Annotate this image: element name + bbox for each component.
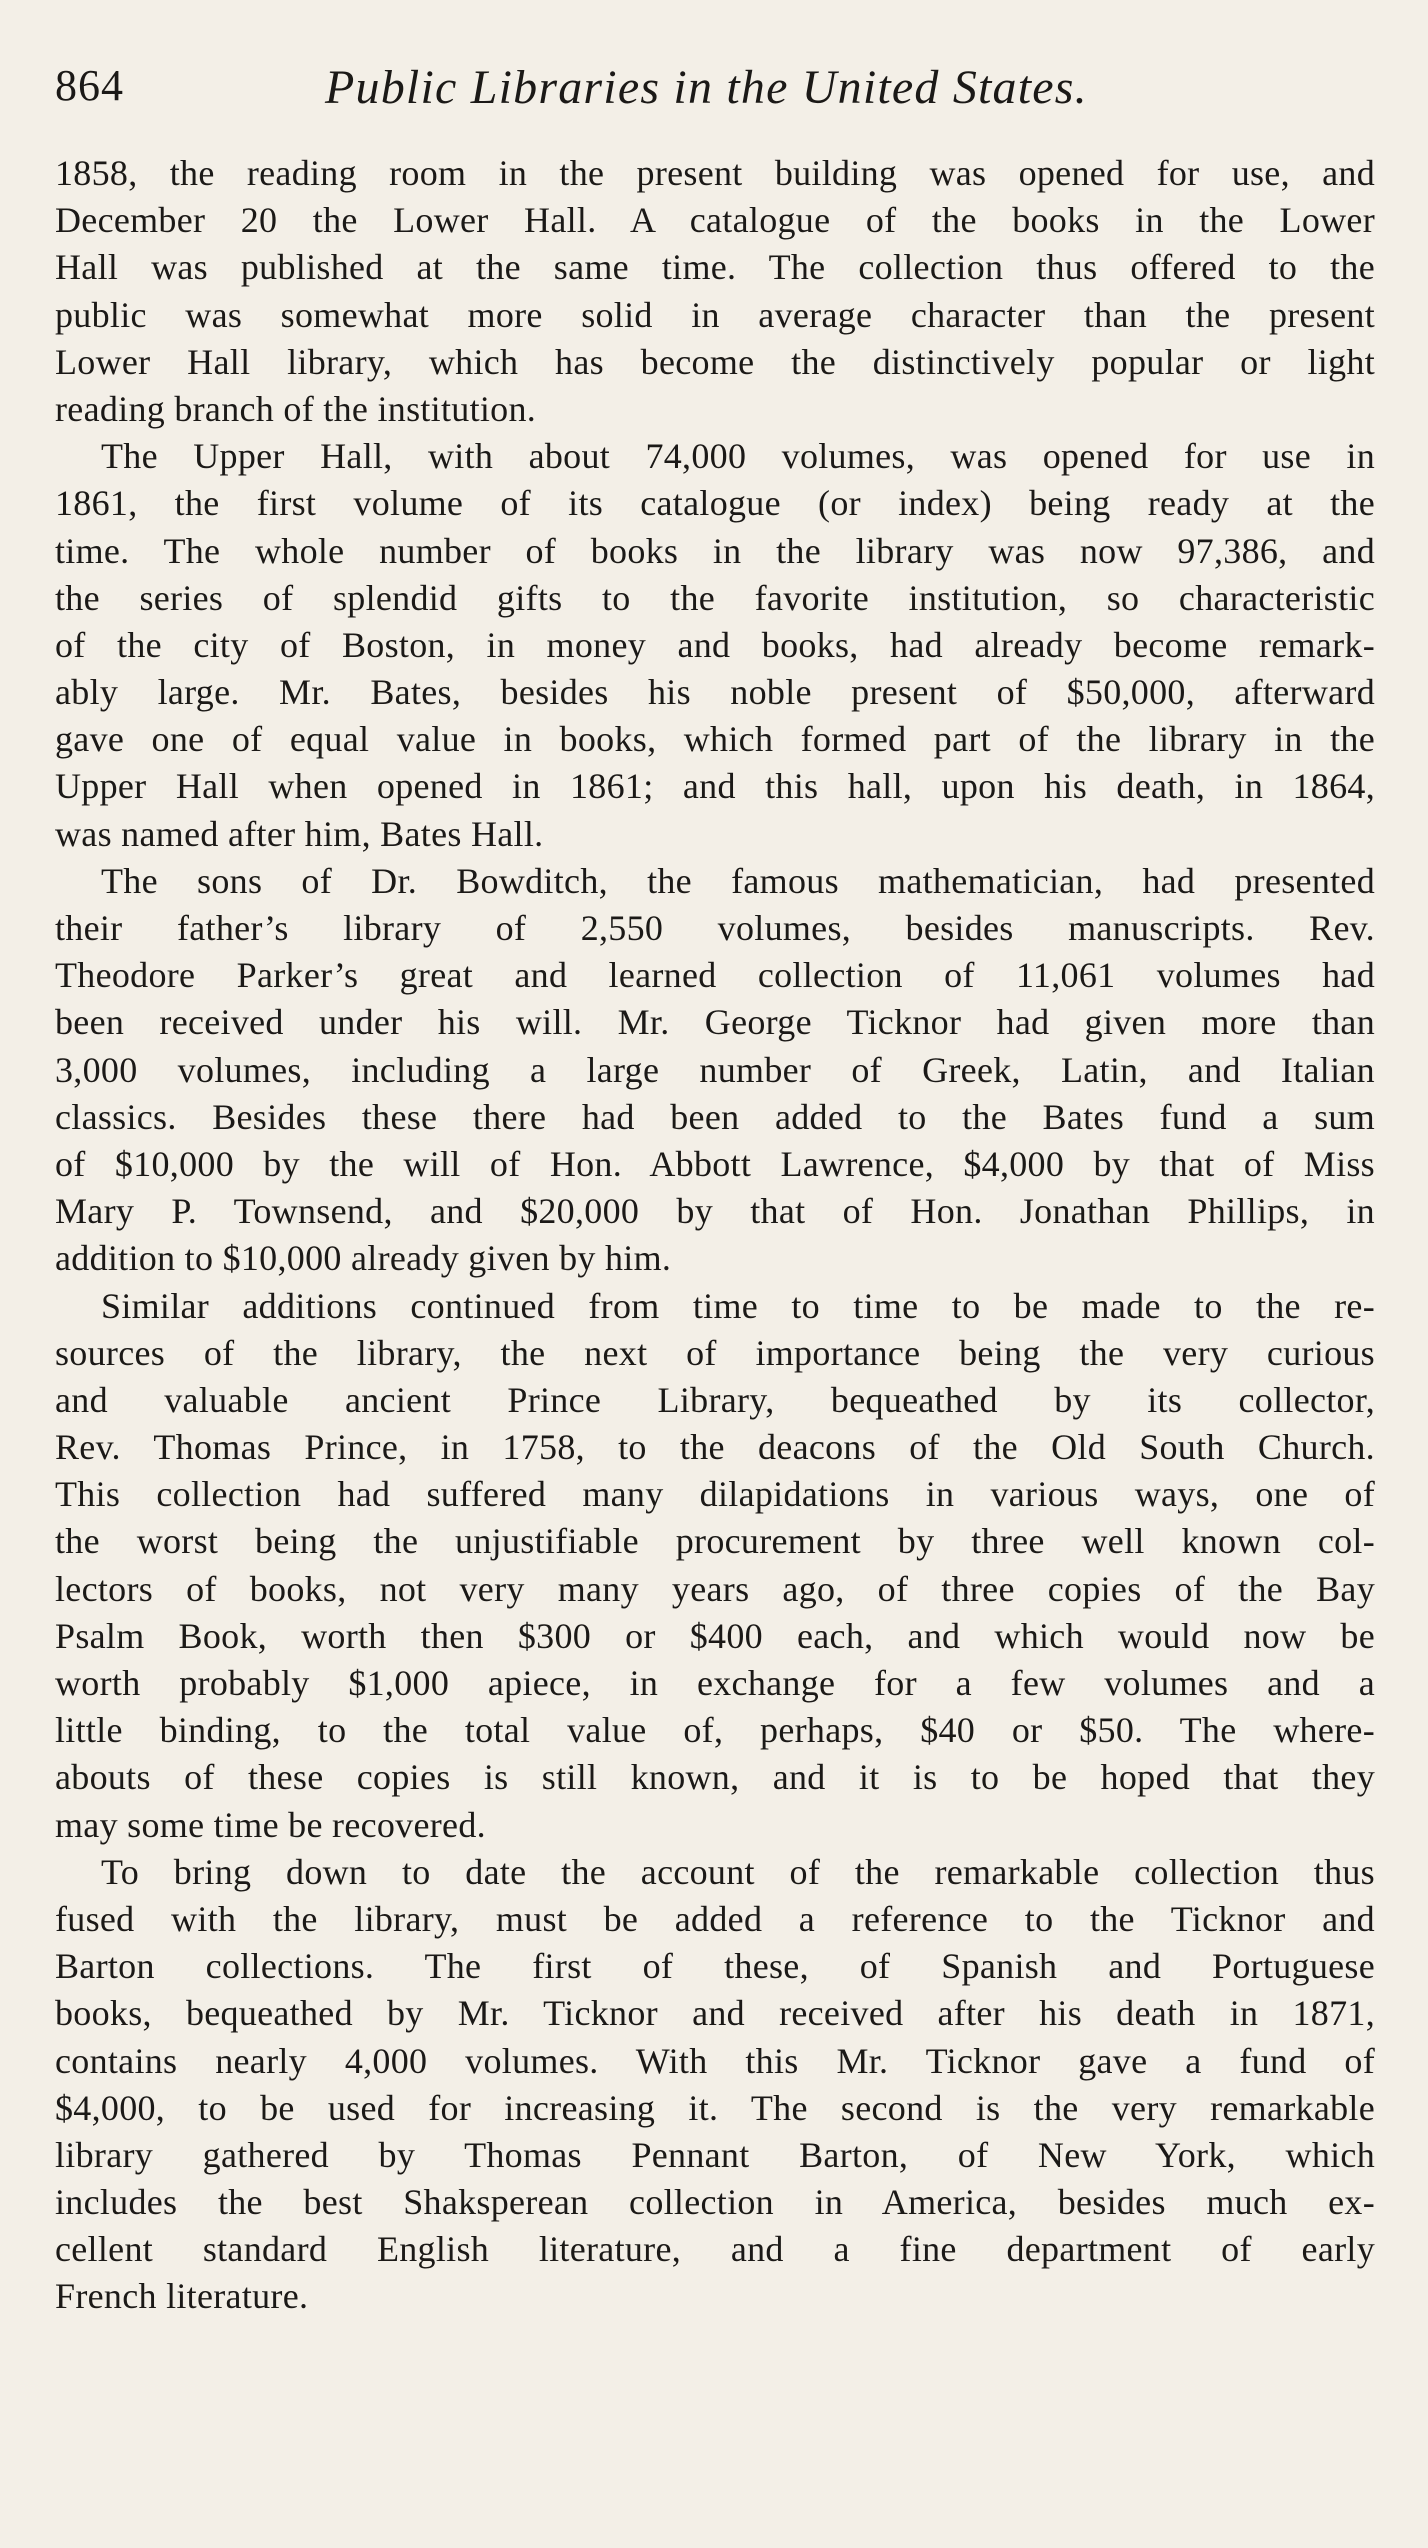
text-line: fused with the library, must be added a reference to the Ticknor and xyxy=(55,1898,1375,1939)
text-line: sources of the library, the next of importance being the very curious xyxy=(55,1332,1375,1373)
running-title: Public Libraries in the United States. xyxy=(325,61,1088,114)
text-line: been received under his will. Mr. George Ticknor had given more than xyxy=(55,1002,1375,1043)
text-line: The sons of Dr. Bowditch, the famous mathematician, had presented xyxy=(101,860,1375,901)
text-line: Upper Hall when opened in 1861; and this hall, upon his death, in 1864, xyxy=(55,766,1375,807)
text-line: Similar additions continued from time to time to be made to the re- xyxy=(101,1285,1375,1326)
text-line: ably large. Mr. Bates, besides his noble present of $50,000, afterward xyxy=(55,672,1375,713)
text-line: library gathered by Thomas Pennant Barton, of New York, which xyxy=(55,2134,1375,2175)
text-line: little binding, to the total value of, perhaps, $40 or $50. The where- xyxy=(55,1710,1375,1751)
text-line: French literature. xyxy=(55,2276,309,2317)
text-line: of the city of Boston, in money and books, had already become remark- xyxy=(55,624,1375,665)
text-line: The Upper Hall, with about 74,000 volumes, was opened for use in xyxy=(101,436,1375,477)
text-line: includes the best Shaksperean collection in America, besides much ex- xyxy=(55,2182,1375,2223)
text-line: Psalm Book, worth then $300 or $400 each, and which would now be xyxy=(55,1615,1375,1656)
text-line: Lower Hall library, which has become the distinctively popular or light xyxy=(55,341,1375,382)
body-text xyxy=(55,150,1375,2321)
text-line: Mary P. Townsend, and $20,000 by that of Hon. Jonathan Phillips, in xyxy=(55,1191,1375,1232)
running-head xyxy=(55,60,1375,130)
text-line: To bring down to date the account of the remarkable collection thus xyxy=(101,1851,1375,1892)
text-line: the worst being the unjustifiable procurement by three well known col- xyxy=(55,1521,1375,1562)
text-line: Barton collections. The first of these, of Spanish and Portuguese xyxy=(55,1946,1375,1987)
text-line: classics. Besides these there had been added to the Bates fund a sum xyxy=(55,1096,1375,1137)
text-line: December 20 the Lower Hall. A catalogue of the books in the Lower xyxy=(55,200,1375,241)
text-line: lectors of books, not very many years ago, of three copies of the Bay xyxy=(55,1568,1375,1609)
text-line: This collection had suffered many dilapidations in various ways, one of xyxy=(55,1474,1375,1515)
text-line: cellent standard English literature, and a fine department of early xyxy=(55,2229,1375,2270)
text-line: of $10,000 by the will of Hon. Abbott Lawrence, $4,000 by that of Miss xyxy=(55,1143,1375,1184)
text-line: 3,000 volumes, including a large number of Greek, Latin, and Italian xyxy=(55,1049,1375,1090)
text-line: time. The whole number of books in the library was now 97,386, and xyxy=(55,530,1375,571)
text-line: may some time be recovered. xyxy=(55,1804,486,1845)
text-line: reading branch of the institution. xyxy=(55,388,537,429)
text-line: public was somewhat more solid in average character than the present xyxy=(55,294,1375,335)
text-line: abouts of these copies is still known, and it is to be hoped that they xyxy=(55,1757,1375,1798)
text-line: was named after him, Bates Hall. xyxy=(55,813,544,854)
text-line: and valuable ancient Prince Library, bequeathed by its collector, xyxy=(55,1379,1375,1420)
text-line: Hall was published at the same time. The collection thus offered to the xyxy=(55,247,1375,288)
text-line: gave one of equal value in books, which formed part of the library in the xyxy=(55,719,1375,760)
page-number: 864 xyxy=(55,61,124,110)
text-line: their father’s library of 2,550 volumes, besides manuscripts. Rev. xyxy=(55,908,1375,948)
text-line: $4,000, to be used for increasing it. The second is the very remarkable xyxy=(55,2087,1375,2128)
text-line: the series of splendid gifts to the favorite institution, so characteristic xyxy=(55,577,1375,618)
text-line: contains nearly 4,000 volumes. With this Mr. Ticknor gave a fund of xyxy=(55,2040,1375,2081)
text-line: 1861, the first volume of its catalogue (or index) being ready at the xyxy=(55,483,1375,524)
text-line: addition to $10,000 already given by him. xyxy=(55,1238,672,1279)
text-line: 1858, the reading room in the present building was opened for use, and xyxy=(55,153,1375,193)
text-line: books, bequeathed by Mr. Ticknor and received after his death in 1871, xyxy=(55,1993,1375,2034)
text-line: Rev. Thomas Prince, in 1758, to the deacons of the Old South Church. xyxy=(55,1427,1375,1468)
text-line: Theodore Parker’s great and learned collection of 11,061 volumes had xyxy=(55,955,1375,996)
text-line: worth probably $1,000 apiece, in exchange for a few volumes and a xyxy=(55,1663,1375,1703)
